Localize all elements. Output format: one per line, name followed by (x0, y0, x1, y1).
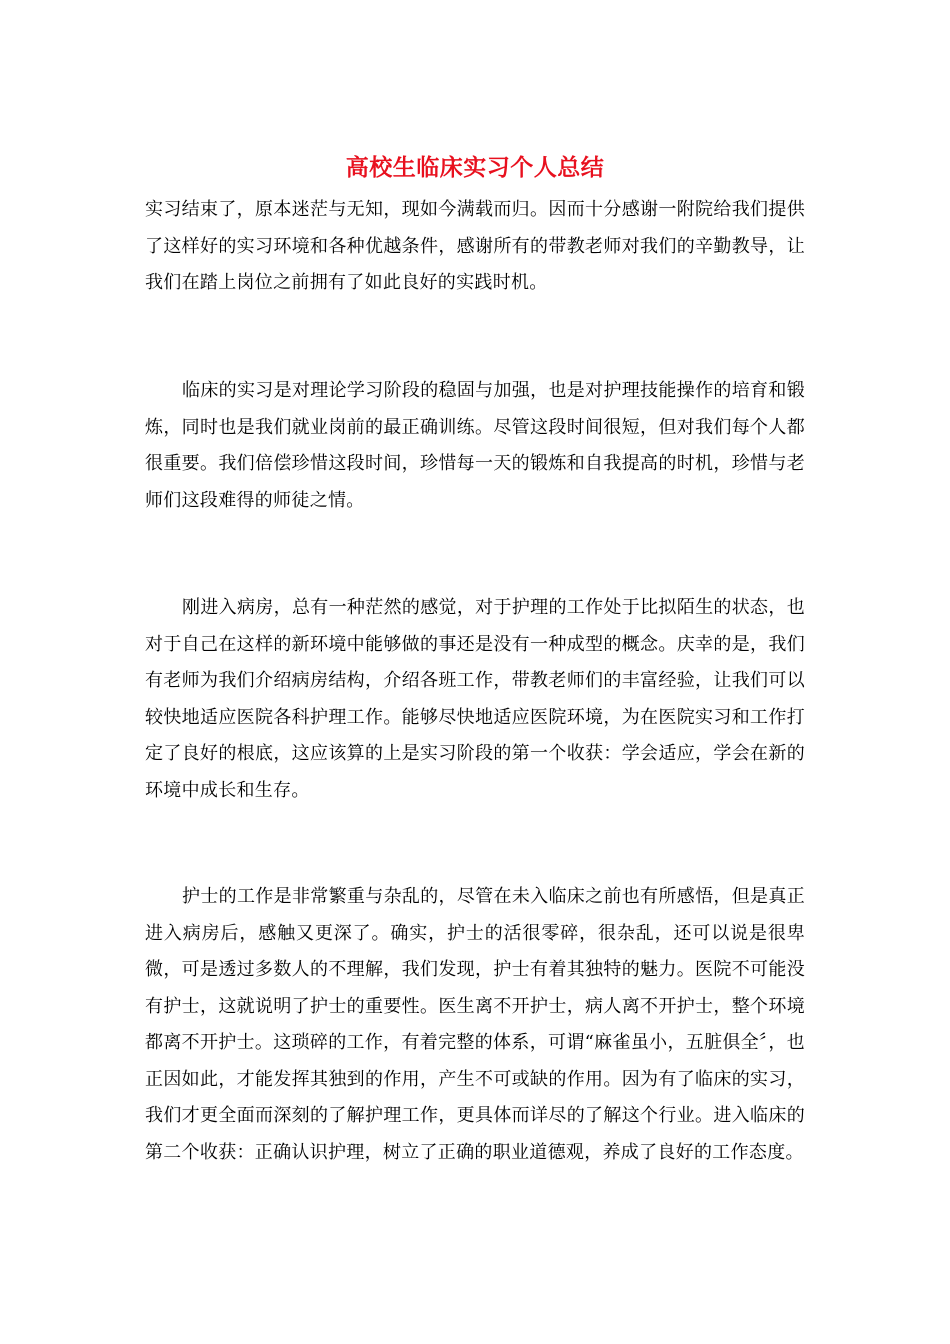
paragraph-2: 临床的实习是对理论学习阶段的稳固与加强，也是对护理技能操作的培育和锻炼，同时也是我们就业岗前的最正确训练。尽管这段时间很短，但对我们每个人都很重要。我们倍偿珍惜这段时间，珍惜每一天的锻炼和自我提高的时机，珍惜与老师们这段难得的师徒之情。 (145, 380, 805, 511)
paragraph-4: 护士的工作是非常繁重与杂乱的，尽管在未入临床之前也有所感悟，但是真正进入病房后，感触又更深了。确实，护士的活很零碎，很杂乱，还可以说是很卑微，可是透过多数人的不理解，我们发现，护士有着其独特的魅力。医院不可能没有护士，这就说明了护士的重要性。医生离不开护士，病人离不开护士，整个环境都离不开护士。这琐碎的工作，有着完整的体系，可谓“麻雀虽小，五脏俱全〞，也正因如此，才能发挥其独到的作用，产生不可或缺的作用。因为有了临床的实习，我们才更全面而深刻的了解护理工作，更具体而详尽的了解这个行业。进入临床的第二个收获：正确认识护理，树立了正确的职业道德观，养成了良好的工作态度。 (145, 886, 805, 1163)
paragraph-1: 实习结束了，原本迷茫与无知，现如今满载而归。因而十分感谢一附院给我们提供了这样好的实习环境和各种优越条件，感谢所有的带教老师对我们的辛勤教导，让我们在踏上岗位之前拥有了如此良好的实践时机。 (145, 199, 805, 293)
document-title: 高校生临床实习个人总结 (345, 154, 605, 181)
paragraph-3: 刚进入病房，总有一种茫然的感觉，对于护理的工作处于比拟陌生的状态，也对于自己在这样的新环境中能够做的事还是没有一种成型的概念。庆幸的是，我们有老师为我们介绍病房结构，介绍各班工作，带教老师们的丰富经验，让我们可以较快地适应医院各科护理工作。能够尽快地适应医院环境，为在医院实习和工作打定了良好的根底，这应该算的上是实习阶段的第一个收获：学会适应，学会在新的环境中成长和生存。 (145, 597, 805, 801)
